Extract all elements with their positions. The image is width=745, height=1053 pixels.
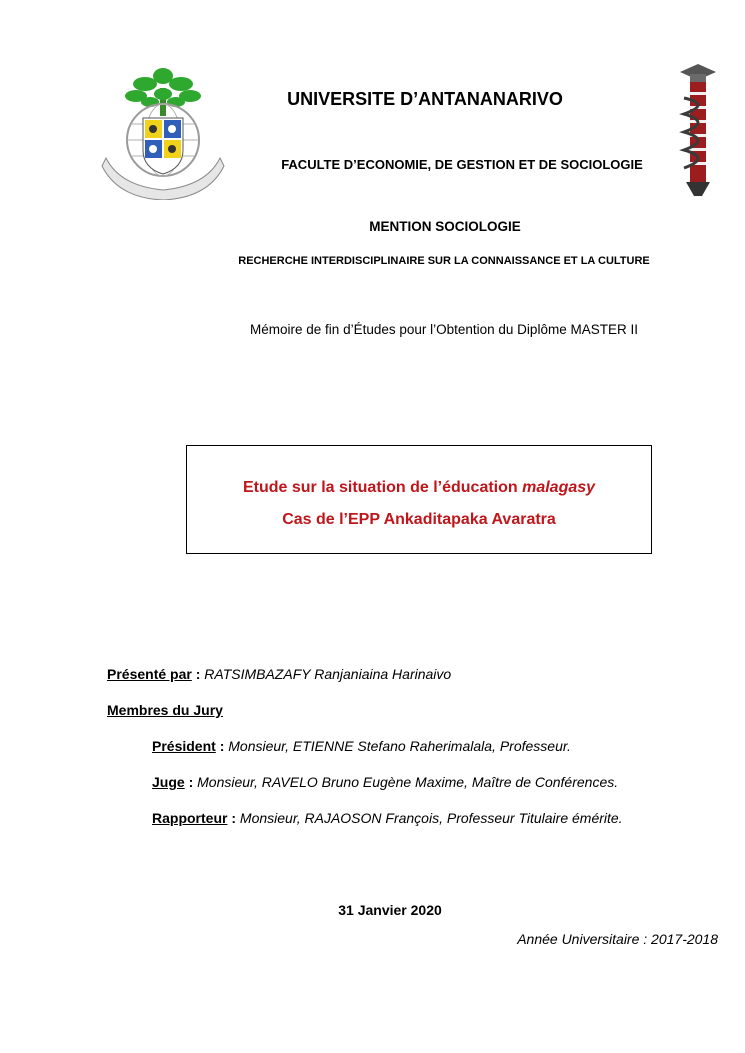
jury-member-rapporteur bbox=[152, 810, 623, 826]
thesis-title-prefix: Etude sur la situation de l’éducation bbox=[242, 479, 523, 496]
defense-date: 31 Janvier 2020 bbox=[338, 902, 442, 918]
research-program: RECHERCHE INTERDISCIPLINAIRE SUR LA CONNAISSANCE ET LA CULTURE bbox=[238, 255, 650, 267]
jury-role: Rapporteur bbox=[152, 810, 228, 826]
thesis-title-line2: Cas de l’EPP Ankaditapaka Avaratra bbox=[282, 511, 556, 528]
faculty-name: FACULTE D’ECONOMIE, DE GESTION ET DE SOCIOLOGIE bbox=[281, 157, 643, 172]
presented-by-label: Présenté par bbox=[107, 666, 192, 682]
jury-sep: : bbox=[184, 774, 198, 790]
jury-heading bbox=[107, 702, 223, 718]
university-logo bbox=[100, 58, 230, 200]
thesis-title-italic: malagasy bbox=[522, 479, 596, 496]
jury-sep: : bbox=[215, 738, 229, 754]
mention-label: MENTION SOCIOLOGIE bbox=[369, 219, 521, 234]
jury-name: Monsieur, ETIENNE Stefano Raherimalala, Professeur. bbox=[228, 738, 571, 754]
jury-name: Monsieur, RAVELO Bruno Eugène Maxime, Maître de Conférences. bbox=[197, 774, 619, 790]
thesis-title-box bbox=[186, 445, 652, 554]
memoire-description: Mémoire de fin d’Études pour l’Obtention du Diplôme MASTER II bbox=[250, 322, 638, 337]
presented-by-value: RATSIMBAZAFY Ranjaniaina Harinaivo bbox=[204, 666, 452, 682]
faculty-emblem bbox=[676, 58, 720, 198]
jury-sep: : bbox=[227, 810, 240, 826]
jury-heading-label: Membres du Jury bbox=[107, 702, 223, 718]
presented-by bbox=[107, 666, 451, 682]
university-name: UNIVERSITE D’ANTANANARIVO bbox=[287, 89, 563, 109]
jury-role: Juge bbox=[152, 774, 185, 790]
presented-by-sep: : bbox=[191, 666, 205, 682]
thesis-title-line1 bbox=[187, 479, 651, 497]
jury-member-juge bbox=[152, 774, 618, 790]
jury-name: Monsieur, RAJAOSON François, Professeur Titulaire émérite. bbox=[239, 810, 623, 826]
jury-role: Président bbox=[152, 738, 216, 754]
academic-year: Année Universitaire : 2017-2018 bbox=[517, 931, 718, 947]
jury-member-president bbox=[152, 738, 571, 754]
